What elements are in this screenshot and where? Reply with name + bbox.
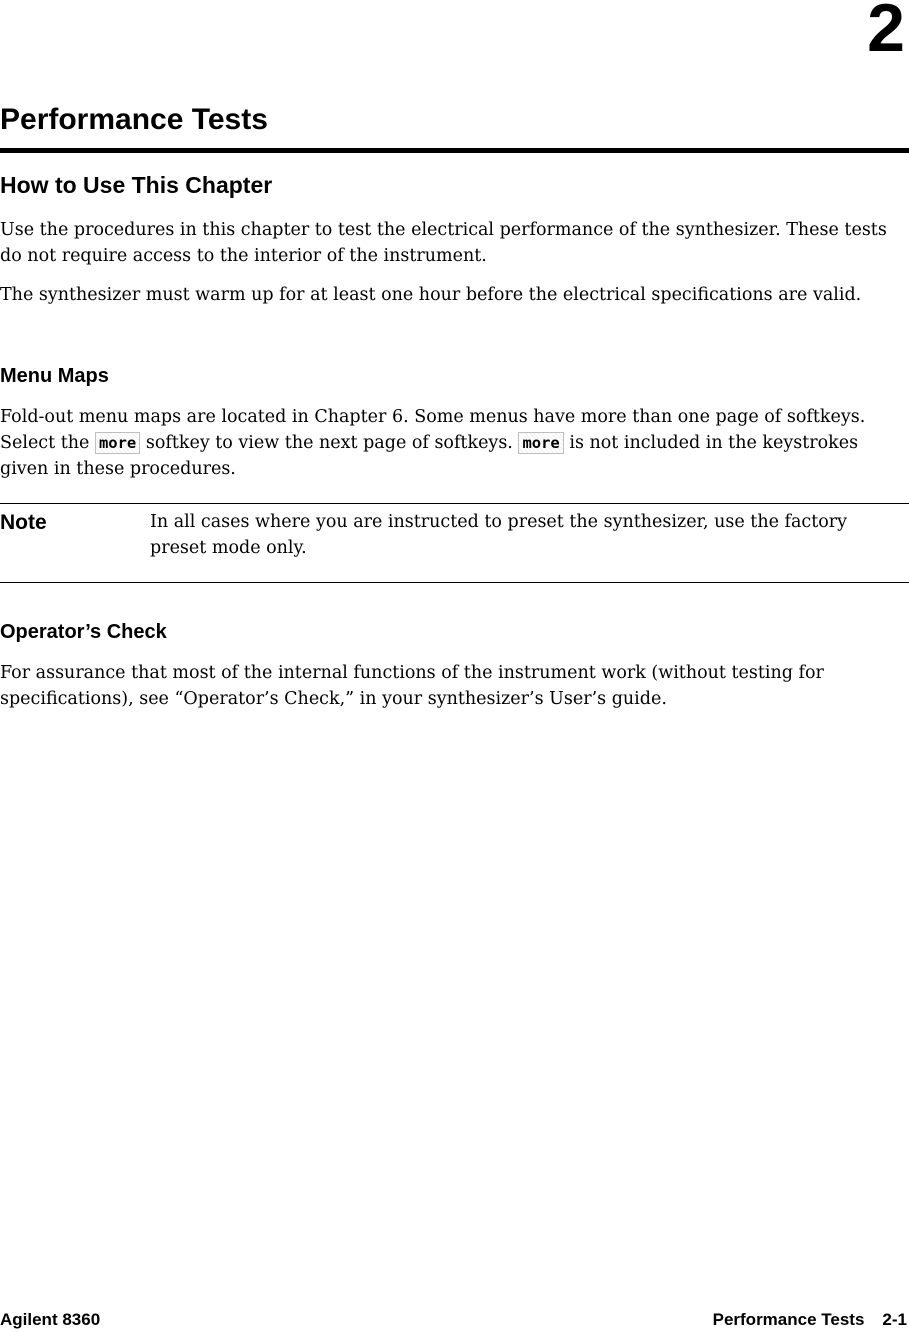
menu-maps-paragraph — [0, 404, 905, 482]
more-softkey-2: more — [518, 432, 563, 454]
section-heading-menu-maps: Menu Maps — [0, 365, 109, 387]
footer-chapter-title: Performance Tests — [712, 1310, 865, 1329]
note-label: Note — [0, 511, 47, 534]
note-text: In all cases where you are instructed to preset the synthesizer, use the factory preset mode only. — [150, 512, 848, 558]
how-to-use-paragraph-2: The synthesizer must warm up for at least one hour before the electrical specifications are valid. — [0, 285, 862, 305]
menu-maps-text-1: Fold-out menu maps are located in Chapter 6. Some menus have more than one page of softkeys. Select the — [0, 407, 866, 453]
footer-page-info — [713, 1310, 907, 1330]
section-heading-how-to-use: How to Use This Chapter — [0, 172, 273, 198]
section-heading-operators-check: Operator’s Check — [0, 621, 167, 643]
note-bottom-rule — [0, 582, 909, 583]
operators-check-paragraph: For assurance that most of the internal functions of the instrument work (without testing for specifications), see “Operator’s Check,” in your synthesizer’s User’s guide. — [0, 663, 824, 709]
more-softkey-1: more — [95, 432, 140, 454]
footer-product-name: Agilent 8360 — [0, 1310, 101, 1329]
menu-maps-text-2: softkey to view the next page of softkeys. — [145, 433, 513, 453]
title-rule — [0, 148, 909, 153]
footer-page-number: 2-1 — [882, 1310, 907, 1329]
menu-maps-text-3: is not included in the keystrokes given in these procedures. — [0, 433, 859, 479]
note-top-rule — [0, 503, 909, 504]
chapter-title: Performance Tests — [0, 103, 268, 136]
how-to-use-paragraph-1: Use the procedures in this chapter to test the electrical performance of the synthesizer. These tests do not require access to the interior of the instrument. — [0, 220, 887, 266]
chapter-number: 2 — [867, 0, 905, 66]
